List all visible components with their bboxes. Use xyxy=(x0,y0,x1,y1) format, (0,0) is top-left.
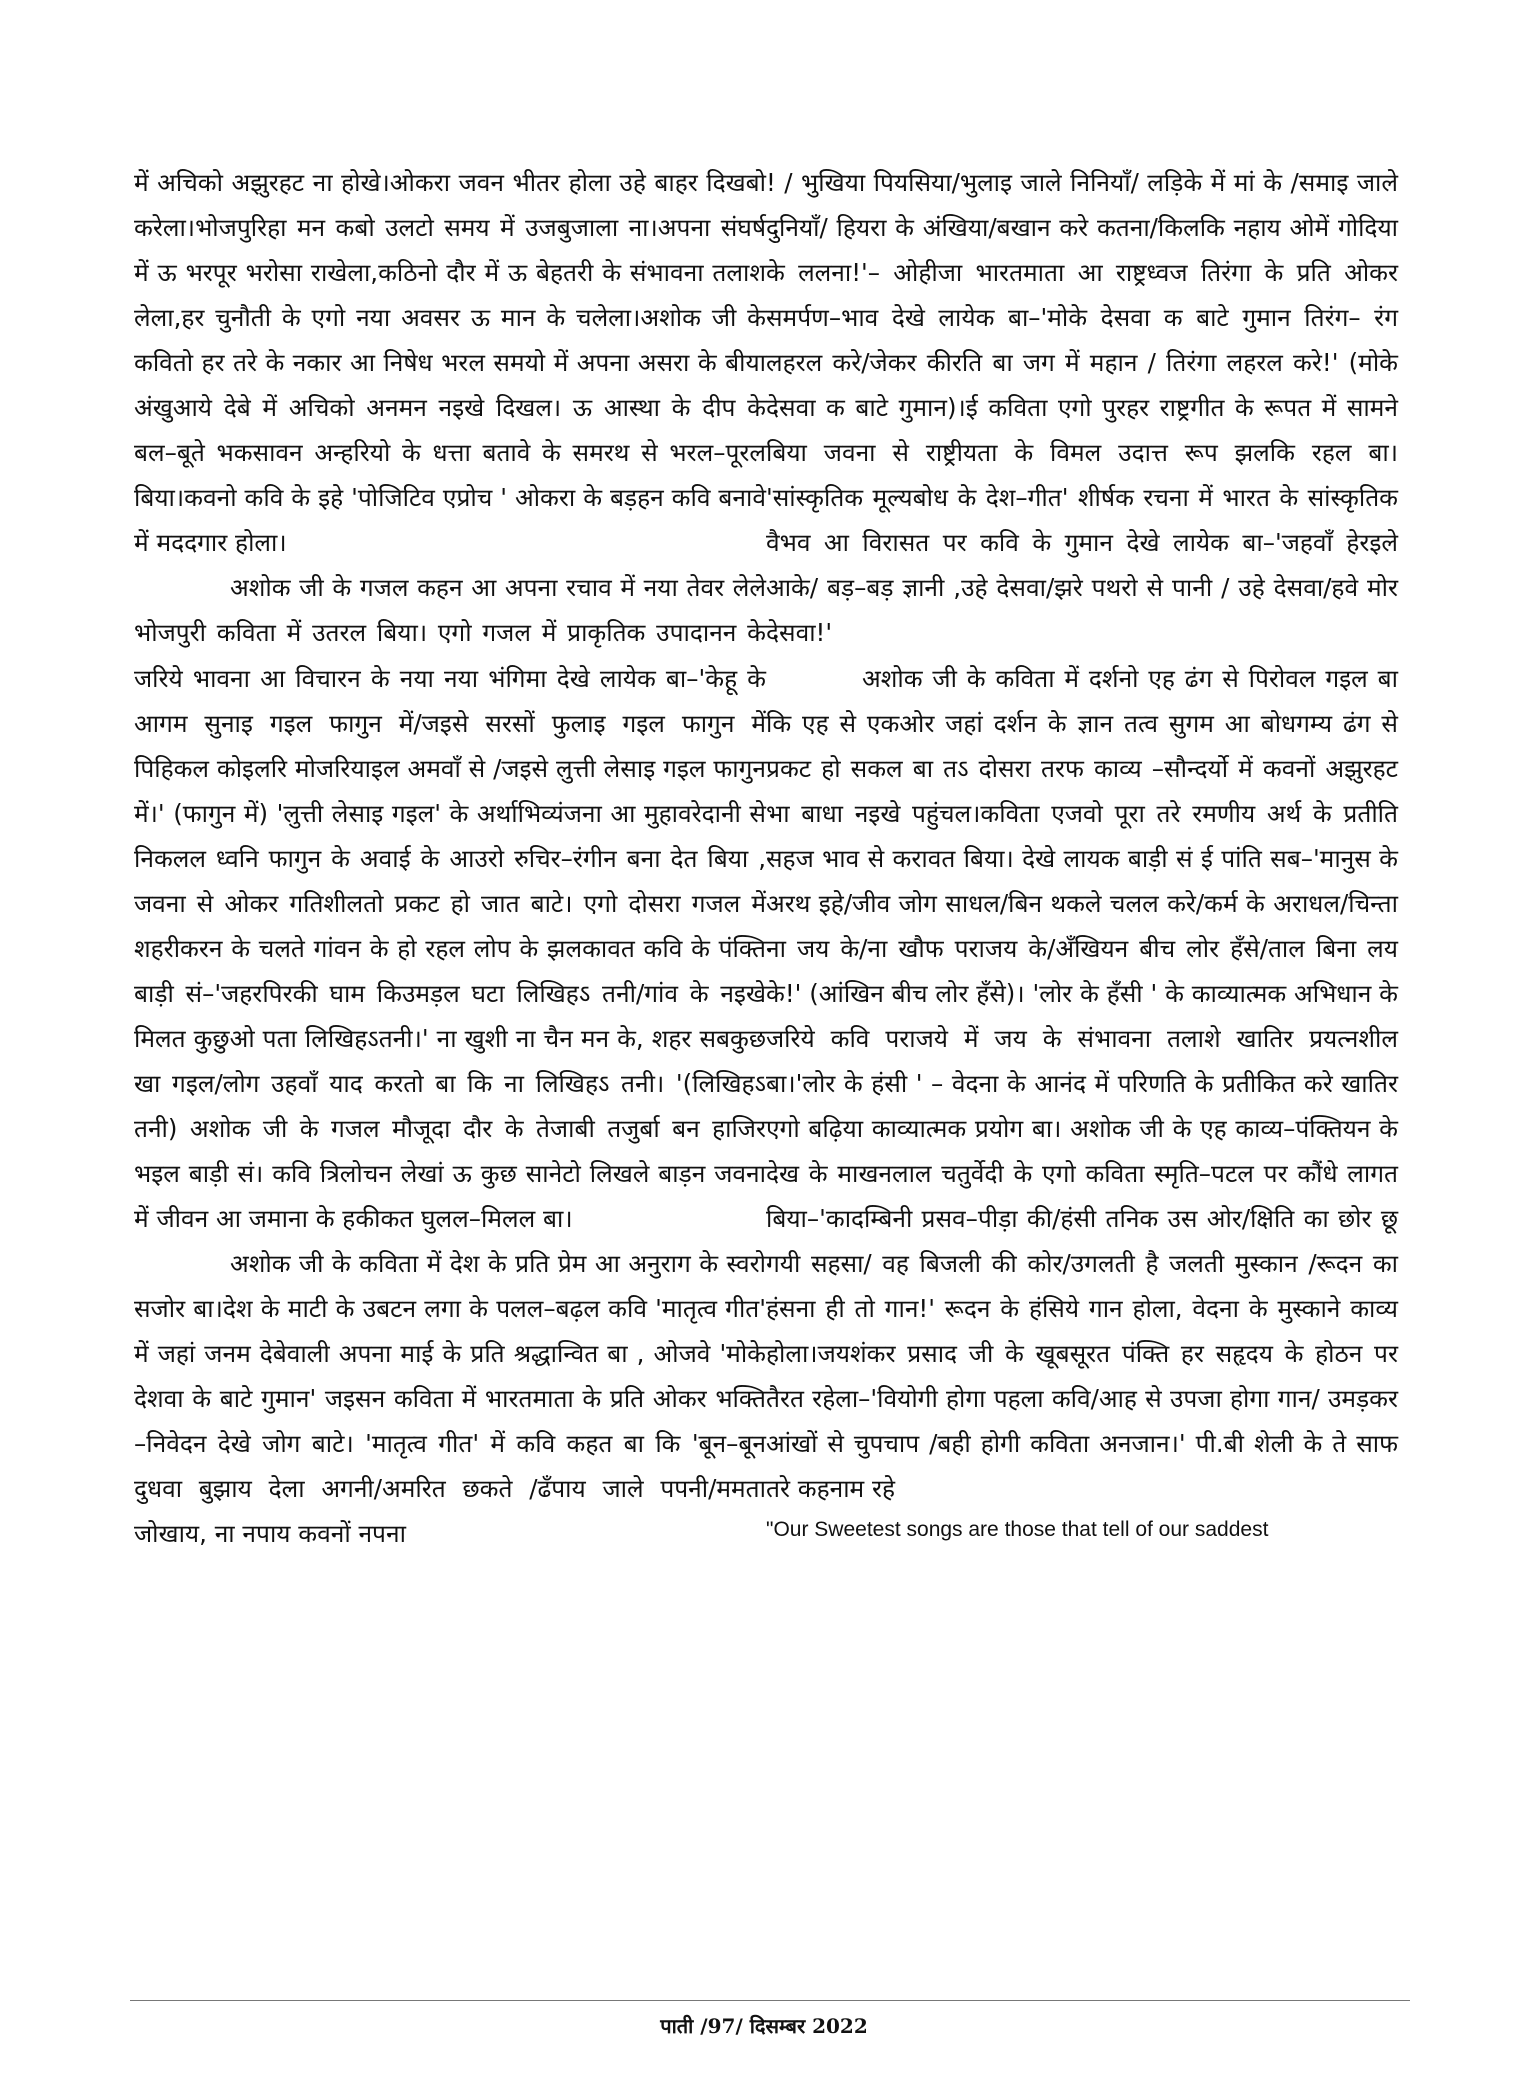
paragraph: अशोक जी के कविता में दर्शनो एह ढंग से पिरोवल गइल बा कि एह से एकओर जहां दर्शन के ज्ञान तत्व सुगम आ बोधगम्य ढंग से प्रकट हो सकल बा तऽ दोसरा तरफ काव्य –सौन्दर्यो में कवनों अझुरहट भा बाधा नइखे पहुंचल।कविता एजवो पूरा तरे रमणीय अर्थ के प्रतीति सहज भाव से करावत बिया। देखे लायक बाड़ी सं ई पांति सब–'मानुस के अरथ इहे/जीव जोग साधल/बिन थकले चलल करे/कर्म के अराधल/चिन्ता ना जय के/ना खौफ पराजय के/अँखियन बीच लोर हँसे/ताल बिना लय के!' (आंखिन बीच लोर हँसे)। 'लोर के हँसी ' के काव्यात्मक अभिधान के जरिये कवि पराजये में जय के संभावना तलाशे खातिर प्रयत्नशील बा।'लोर के हंसी ' – वेदना के आनंद में परिणति के प्रतीकित करे खातिर एगो बढ़िया काव्यात्मक प्रयोग बा। अशोक जी के एह काव्य–पंक्तियन के देख के माखनलाल चतुर्वेदी के एगो कविता स्मृति–पटल पर कौंधे लागत बिया–'कादम्बिनी प्रसव–पीड़ा की/हंसी तनिक उस ओर/क्षिति का छोर छू गयी सहसा/ वह बिजली की कोर/उगलती है जलती मुस्कान /रूदन का हंसना ही तो गान!' रूदन के हंसिये गान होला, वेदना के मुस्काने काव्य होला।जयशंकर प्रसाद जी के खूबसूरत पंक्ति हर सहृदय के होठन पर तैरत रहेला–'वियोगी होगा पहला कवि/आह से उपजा होगा गान/ उमड़कर आंखों से चुपचाप /बही होगी कविता अनजान।' पी.बी शेली के ते साफ तरे कहनाम रहे xyxy=(766,663,1398,1504)
paragraph: में अचिको अझुरहट ना होखे।ओकरा जवन भीतर होला उहे बाहर दिखबो करेला।भोजपुरिहा मन कबो उलटो समय में उजबुजाला ना।अपना संघर्ष में ऊ भरपूर भरोसा राखेला,कठिनो दौर में ऊ बेहतरी के संभावना तलाश लेला,हर चुनौती के एगो नया अवसर ऊ मान के चलेला।अशोक जी के कवितो हर तरे के नकार आ निषेध भरल समयो में अपना असरा के बीया अंखुआये देबे में अचिको अनमन नइखे दिखल। ऊ आस्था के दीप के बल–बूते भकसावन अन्हरियो के धत्ता बतावे के समरथ से भरल–पूरल बिया।कवनो कवि के इहे 'पोजिटिव एप्रोच ' ओकरा के बड़हन कवि बनावे में मददगार होला। xyxy=(134,168,766,558)
page-footer: पाती /97/ दिसम्बर 2022 xyxy=(660,2014,868,2038)
right-column xyxy=(766,160,1398,1545)
footer-divider xyxy=(130,2000,1410,2001)
left-column xyxy=(134,160,766,1556)
paragraph: ! / भुखिया पियसिया/भुलाइ जाले निनियाँ/ लड़िके में मां के /समाइ जाले दुनियाँ/ हियरा के अंखिया/बखान करे कतना/किलकि नहाय ओमें गोदिया के ललना!'– ओहीजा भारतमाता आ राष्ट्रध्वज तिरंगा के प्रति ओकर समर्पण–भाव देखे लायेक बा–'मोके देसवा क बाटे गुमान तिरंग– रंग लहरल करे/जेकर कीरति बा जग में महान / तिरंगा लहरल करे!' (मोके देसवा क बाटे गुमान)।ई कविता एगो पुरहर राष्ट्रगीत के रूपत में सामने बिया जवना से राष्ट्रीयता के विमल उदात्त रूप झलकि रहल बा। 'सांस्कृतिक मूल्यबोध के देश–गीत' शीर्षक रचना में भारत के सांस्कृतिक वैभव आ विरासत पर कवि के गुमान देखे लायेक बा–'जहवाँ हेरइले आके/ बड़–बड़ ज्ञानी ,उहे देसवा/झरे पथरो से पानी / उहे देसवा/हवे मोर देसवा!' xyxy=(766,168,1398,648)
paragraph: अशोक जी के गजल कहन आ अपना रचाव में नया तेवर लेले भोजपुरी कविता में उतरल बिया। एगो गजल में प्राकृतिक उपादानन के जरिये भावना आ विचारन के नया नया भंगिमा देखे लायेक बा–'केहू के आगम सुनाइ गइल फागुन में/जइसे सरसों फुलाइ गइल फागुन में पिहिकल कोइलरि मोजरियाइल अमवाँ से /जइसे लुत्ती लेसाइ गइल फागुन में।' (फागुन में) 'लुत्ती लेसाइ गइल' के अर्थाभिव्यंजना आ मुहावरेदानी से निकलल ध्वनि फागुन के अवाई के आउरो रुचिर–रंगीन बना देत बिया , जवना से ओकर गतिशीलतो प्रकट हो जात बाटे। एगो दोसरा गजल में शहरीकरन के चलते गांवन के हो रहल लोप के झलकावत कवि के पंक्ति बाड़ी सं–'जहरपिरकी घाम किउमड़ल घटा लिखिहऽ तनी/गांव के नइखे मिलत कुछुओ पता लिखिहऽतनी।' ना खुशी ना चैन मन के, शहर सबकुछ खा गइल/लोग उहवाँ याद करतो बा कि ना लिखिहऽ तनी। '(लिखिहऽ तनी) अशोक जी के गजल मौजूदा दौर के तेजाबी तजुर्बा बन हाजिर भइल बाड़ी सं। कवि त्रिलोचन लेखां ऊ कुछ सानेटो लिखले बाड़न जवना में जीवन आ जमाना के हकीकत घुलल–मिलल बा। xyxy=(134,573,766,1234)
english-quote: "Our Sweetest songs are those that tell of our saddest xyxy=(766,1518,1269,1542)
paragraph: अशोक जी के कविता में देश के प्रति प्रेम आ अनुराग के स्वरो सजोर बा।देश के माटी के उबटन लगा के पलल–बढ़ल कवि 'मातृत्व गीत' में जहां जनम देबेवाली अपना माई के प्रति श्रद्धान्वित बा , ओजवे 'मोके देशवा के बाटे गुमान' जइसन कविता में भारतमाता के प्रति ओकर भक्ति –निवेदन देखे जोग बाटे। 'मातृत्व गीत' में कवि कहत बा कि 'बून–बून दुधवा बुझाय देला अगनी/अमरित छकते /ढँपाय जाले पपनी/ममता जोखाय, ना नपाय कवनों नपना xyxy=(134,1249,766,1549)
